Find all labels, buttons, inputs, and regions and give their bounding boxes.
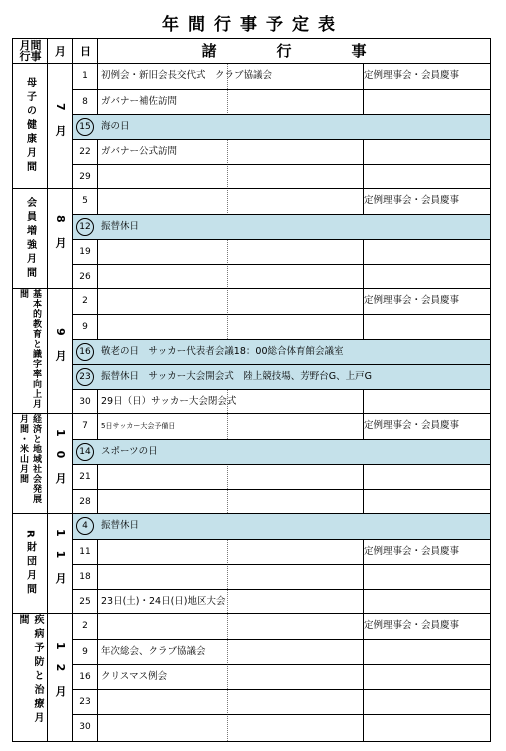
schedule-row	[73, 664, 490, 689]
day-cell	[73, 715, 97, 739]
schedule-row	[73, 614, 490, 639]
holiday-day-number: 23	[76, 368, 94, 386]
day-number: 9	[82, 647, 88, 657]
note-text: 定例理事会・会員慶事	[364, 546, 460, 557]
schedule-row	[73, 114, 490, 139]
day-cell	[73, 64, 97, 88]
month-number	[48, 414, 72, 513]
day-cell	[73, 90, 97, 114]
header-month: 月	[48, 39, 73, 64]
day-cell	[73, 390, 97, 414]
schedule-row	[73, 89, 490, 114]
day-number: 7	[82, 421, 88, 431]
month-number	[48, 514, 72, 613]
event-text: 5日サッカー大会予備日	[101, 422, 176, 430]
day-cell	[73, 640, 97, 664]
day-number: 16	[79, 672, 91, 682]
note-text: 定例理事会・会員慶事	[364, 620, 460, 631]
day-number: 1	[82, 71, 88, 81]
day-cell	[73, 440, 97, 464]
month-number	[48, 614, 72, 739]
month-block	[13, 289, 490, 414]
month-theme-label: 疾病予防と治療月間	[17, 614, 43, 726]
day-number: 30	[79, 397, 91, 407]
month-number	[48, 189, 72, 288]
day-number: 19	[79, 247, 91, 257]
schedule-row	[73, 639, 490, 664]
month-number	[48, 289, 72, 413]
schedule-row	[73, 539, 490, 564]
note-text: 定例理事会・会員慶事	[364, 70, 460, 81]
day-number: 18	[79, 572, 91, 582]
day-cell	[73, 565, 97, 589]
day-number: 21	[79, 472, 91, 482]
schedule-row	[73, 239, 490, 264]
event-text: 29日（日）サッカー大会閉会式	[101, 396, 237, 407]
month-theme	[13, 64, 47, 188]
schedule-row	[73, 164, 490, 189]
month-number-label: 9月	[54, 327, 67, 375]
schedule-row	[73, 689, 490, 714]
schedule-row	[73, 389, 490, 414]
header-theme	[13, 39, 48, 64]
month-theme	[13, 614, 47, 739]
event-text: 初例会・新旧会長交代式 クラブ協議会	[101, 70, 273, 81]
day-cell	[73, 365, 97, 389]
day-number: 26	[79, 272, 91, 282]
month-number-label: 11月	[54, 529, 67, 598]
event-text: 23日(土)・24日(日)地区大会	[101, 596, 226, 607]
day-cell	[73, 465, 97, 489]
month-number	[48, 64, 72, 188]
header-day: 日	[73, 39, 98, 64]
day-cell	[73, 490, 97, 514]
month-block	[13, 189, 490, 289]
day-cell	[73, 590, 97, 614]
page-title: 年間行事予定表	[162, 15, 344, 35]
header-events: 諸行事	[98, 39, 490, 64]
day-number: 30	[79, 722, 91, 732]
day-number: 11	[79, 547, 91, 557]
schedule-row	[73, 314, 490, 339]
event-text: ガバナー公式訪問	[101, 146, 178, 157]
schedule-row	[73, 214, 490, 239]
schedule-row	[73, 439, 490, 464]
day-number: 8	[82, 97, 88, 107]
month-number-label: 7月	[54, 102, 67, 150]
month-number-label: 10月	[54, 429, 67, 498]
holiday-day-number: 4	[76, 517, 94, 535]
day-cell	[73, 165, 97, 189]
month-number-label: 8月	[54, 215, 67, 262]
month-theme-label: 基本的教育と識字率向上月間	[18, 289, 41, 409]
day-cell	[73, 340, 97, 364]
schedule-row	[73, 364, 490, 389]
day-cell	[73, 665, 97, 689]
day-cell	[73, 690, 97, 714]
day-cell	[73, 289, 97, 313]
month-block	[13, 514, 490, 614]
day-number: 25	[79, 597, 91, 607]
event-text: 振替休日	[101, 520, 140, 531]
month-theme	[13, 514, 47, 613]
day-cell	[73, 215, 97, 239]
month-theme	[13, 189, 47, 288]
day-cell	[73, 265, 97, 289]
day-cell	[73, 315, 97, 339]
note-text: 定例理事会・会員慶事	[364, 420, 460, 431]
header-theme-label: 月間 行事	[19, 39, 42, 63]
month-block	[13, 414, 490, 514]
schedule-row	[73, 264, 490, 289]
schedule-row	[73, 489, 490, 514]
schedule-row	[73, 339, 490, 364]
month-theme-label: 経済と地域社会発展月間・米山月間	[18, 414, 41, 504]
event-text: 振替休日 サッカー大会開会式 陸上競技場、芳野台G、上戸G	[101, 371, 373, 382]
event-text: 年次総会、クラブ協議会	[101, 646, 206, 657]
month-theme-label: 会員増強月間	[24, 196, 36, 281]
event-text: 振替休日	[101, 221, 140, 232]
holiday-day-number: 15	[76, 118, 94, 136]
schedule-row	[73, 464, 490, 489]
schedule-row	[73, 589, 490, 614]
schedule-row	[73, 64, 490, 89]
schedule-row	[73, 189, 490, 214]
schedule-row	[73, 289, 490, 314]
day-number: 22	[79, 147, 91, 157]
schedule-row	[73, 514, 490, 539]
day-cell	[73, 540, 97, 564]
event-text: クリスマス例会	[101, 671, 168, 682]
schedule-row	[73, 714, 490, 739]
day-number: 28	[79, 497, 91, 507]
schedule-table	[12, 38, 491, 742]
day-number: 29	[79, 172, 91, 182]
day-cell	[73, 514, 97, 538]
day-cell	[73, 140, 97, 164]
month-theme	[13, 289, 47, 413]
event-text: 海の日	[101, 121, 130, 132]
day-cell	[73, 240, 97, 264]
day-cell	[73, 189, 97, 213]
day-number: 9	[82, 322, 88, 332]
month-block	[13, 614, 490, 739]
day-cell	[73, 414, 97, 438]
event-text: ガバナー補佐訪問	[101, 96, 178, 107]
schedule-row	[73, 564, 490, 589]
holiday-day-number: 14	[76, 443, 94, 461]
month-number-label: 12月	[54, 642, 67, 711]
holiday-day-number: 12	[76, 218, 94, 236]
day-cell	[73, 115, 97, 139]
month-block	[13, 64, 490, 189]
day-number: 23	[79, 697, 91, 707]
month-theme-label: 母子の健康月間	[24, 77, 36, 175]
holiday-day-number: 16	[76, 343, 94, 361]
day-number: 2	[82, 621, 88, 631]
month-theme	[13, 414, 47, 513]
schedule-row	[73, 414, 490, 439]
note-text: 定例理事会・会員慶事	[364, 295, 460, 306]
event-text: スポーツの日	[101, 446, 158, 457]
day-cell	[73, 614, 97, 638]
day-number: 5	[82, 196, 88, 206]
schedule-row	[73, 139, 490, 164]
month-theme-label: R財団月間	[24, 529, 36, 598]
day-number: 2	[82, 296, 88, 306]
event-text: 敬老の日 サッカー代表者会議18：00総合体育館会議室	[101, 346, 344, 357]
note-text: 定例理事会・会員慶事	[364, 195, 460, 206]
